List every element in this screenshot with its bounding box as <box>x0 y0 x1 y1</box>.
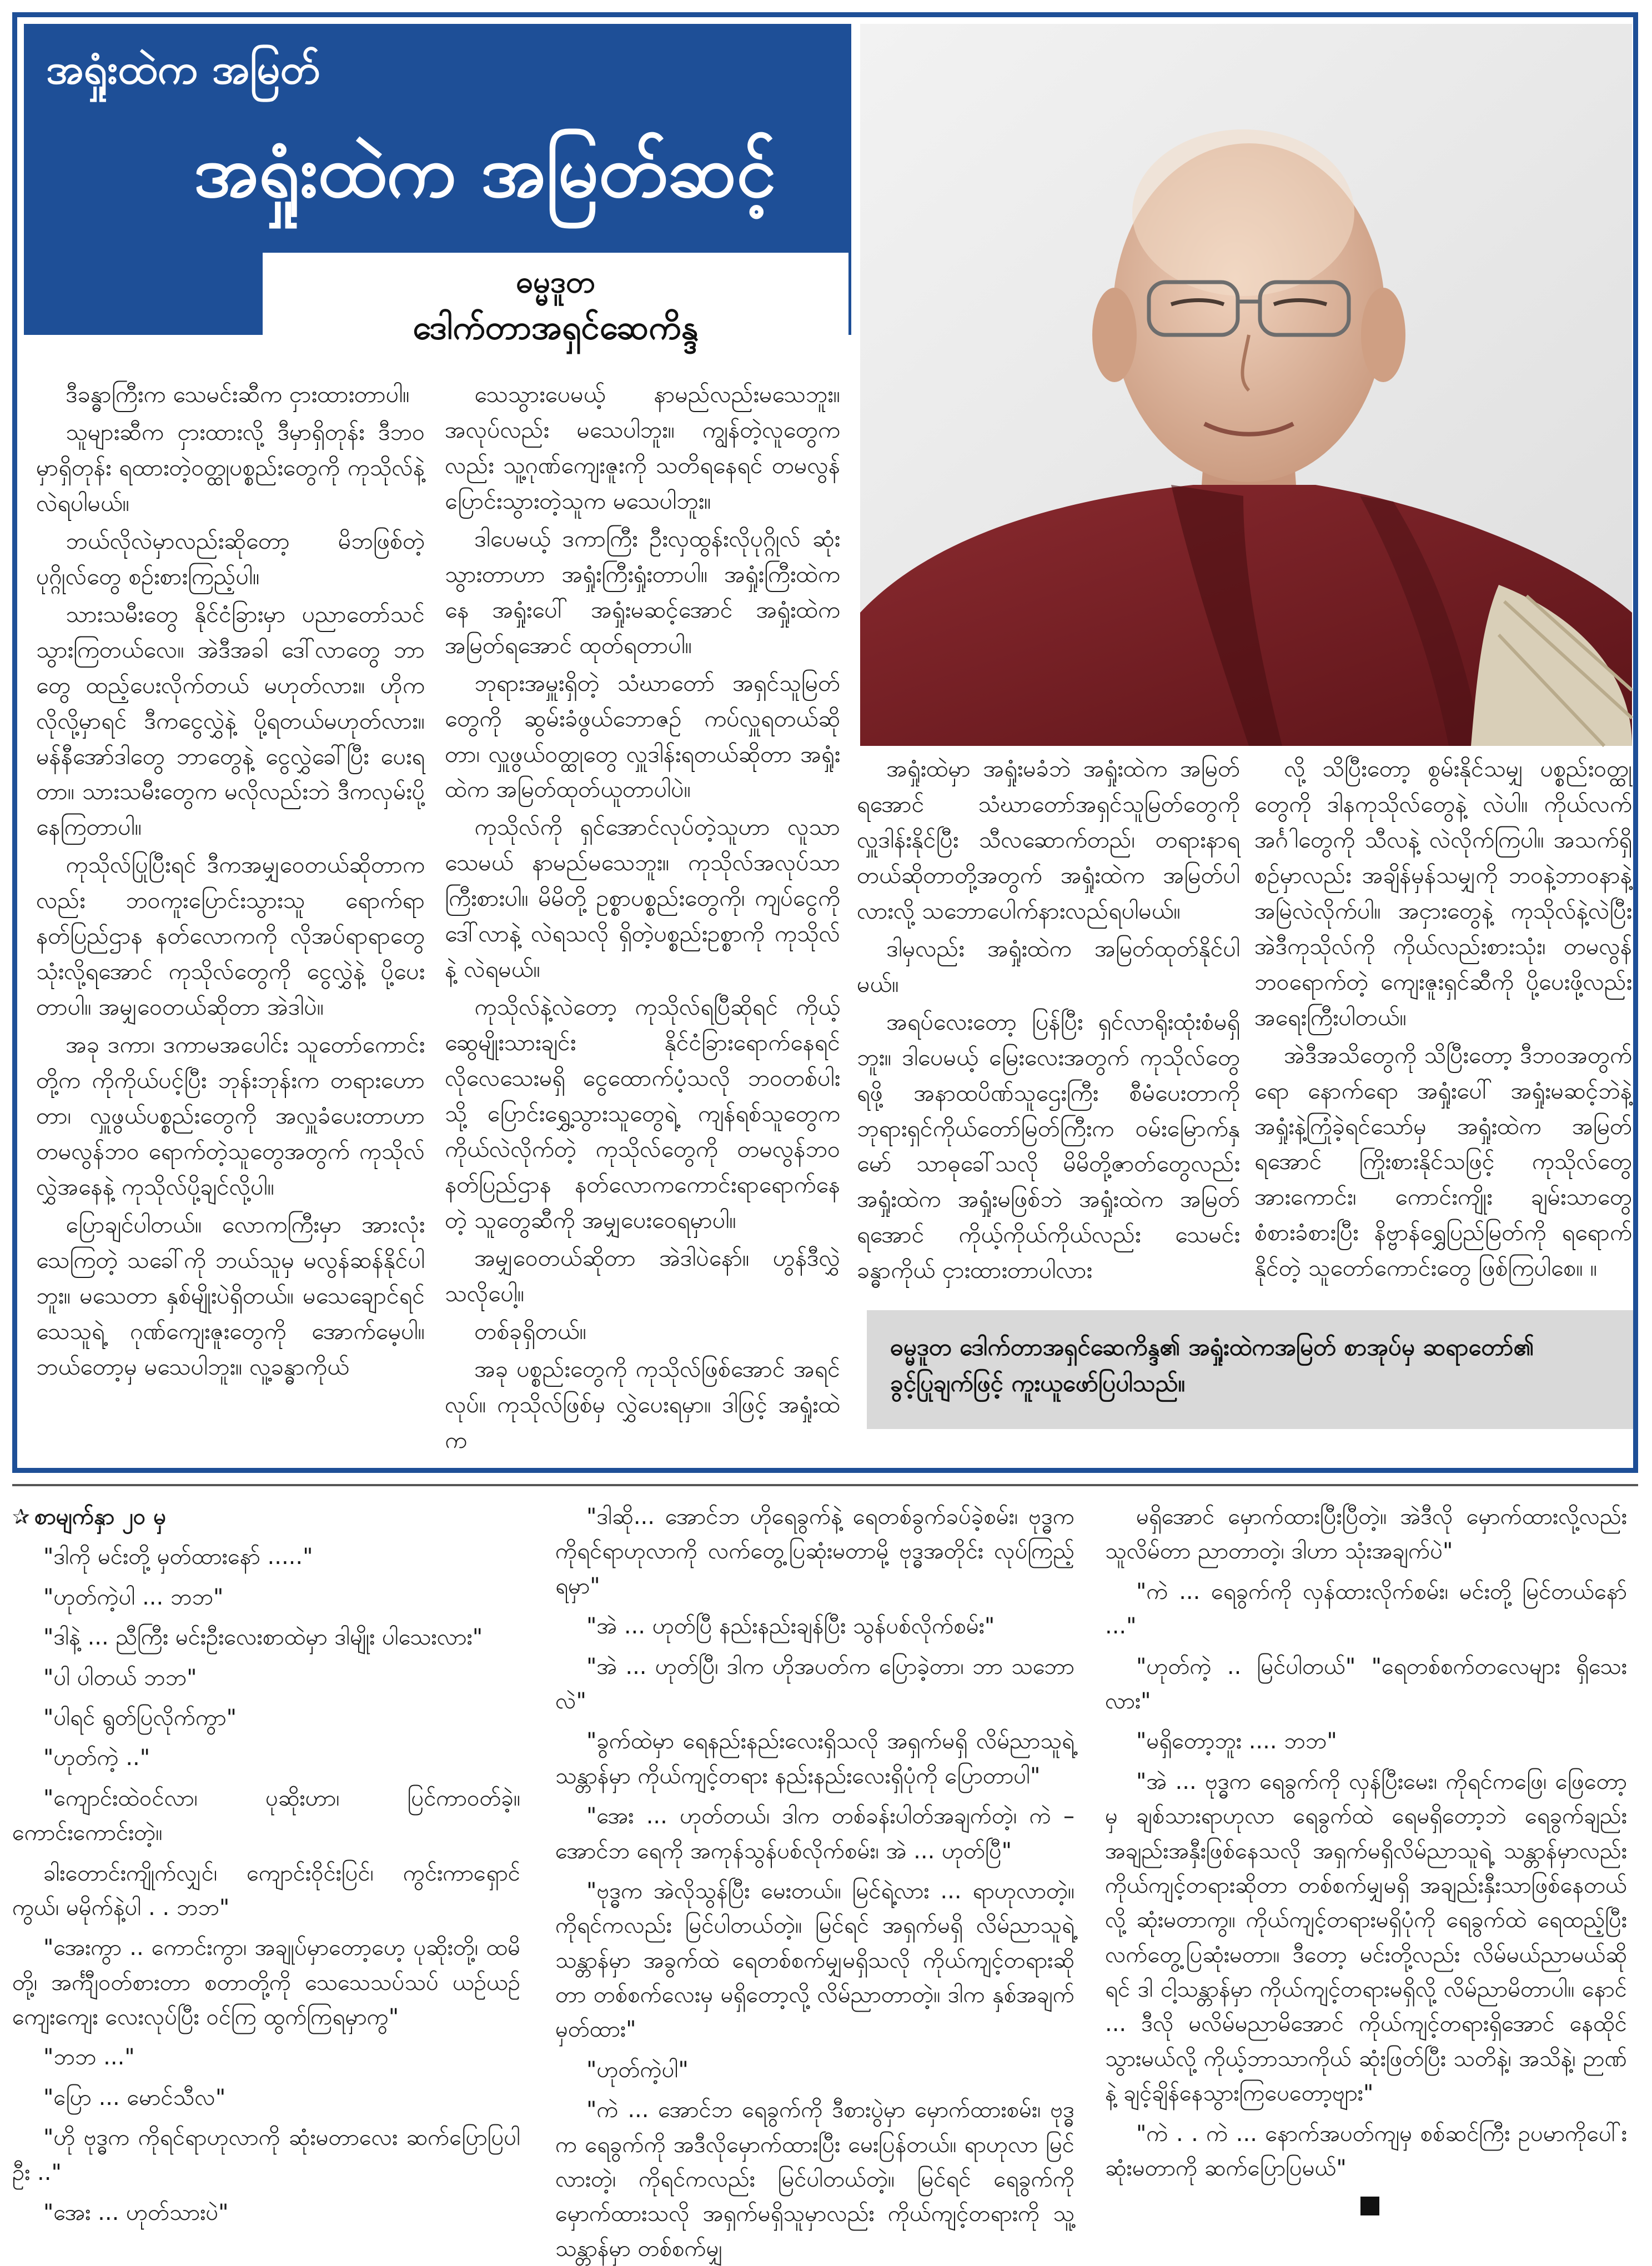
dialogue-line: "ပါ ပါတယ် ဘဘ" <box>43 1665 197 1691</box>
paragraph: အရှုံးထဲမှာ အရှုံးမခံဘဲ အရှုံးထဲက အမြတ်ရအောင် သံဃာတော်အရှင်သူမြတ်တွေကို လှူဒါန်းနိုင်ပြီး သီလဆောက်တည်၊ တရားနာရတယ်ဆိုတာတို့အတွက် အရှုံးထဲက အမြတ်ပါလားလို့ သဘောပေါက်နားလည်ရပါမယ်။ <box>857 755 1240 924</box>
monk-portrait-photo <box>860 24 1632 746</box>
star-icon: ✰ <box>12 1504 30 1529</box>
dialogue-line: "ခွက်ထဲမှာ ရေနည်းနည်းလေးရှိသလို အရှက်မရှိ လိမ်ညာသူရဲ့ သန္တာန်မှာ ကိုယ်ကျင့်တရား နည်းနည်းလေးရှိပုံကို ပြောတာပါ" <box>555 1728 1074 1789</box>
dialogue-line: "ဟုတ်ကဲ့ .." <box>43 1745 150 1771</box>
dialogue-line: "ဒါကို မင်းတို့ မှတ်ထားနော် ....." <box>43 1544 313 1570</box>
dialogue-line: မရှိအောင် မှောက်ထားပြီးပြီတဲ့။ အဲဒီလို မှောက်ထားလို့လည်း သူလိမ်တာ ညာတာတဲ့၊ ဒါဟာ သုံးအချက်ပဲ" <box>1105 1504 1627 1565</box>
dialogue-line: "ပြော ... မောင်သီလ" <box>43 2084 226 2110</box>
paragraph: ဒါမှလည်း အရှုံးထဲက အမြတ်ထုတ်နိုင်ပါမယ်။ <box>857 935 1240 997</box>
dialogue-line: "ကဲ ... ရေခွက်ကို လှန်ထားလိုက်စမ်း၊ မင်းတို့ မြင်တယ်နော် ..." <box>1105 1578 1627 1640</box>
dialogue-line: "အေး ... ဟုတ်သားပဲ" <box>43 2200 229 2226</box>
continued-from-label: စာမျက်နှာ ၂၀ မှ <box>34 1504 167 1530</box>
paragraph: ဒီခန္ဓာကြီးက သေမင်းဆီက ငှားထားတာပါ။ <box>66 381 410 408</box>
dialogue-line: "ကဲ . . ကဲ ... နောက်အပတ်ကျမှ စစ်ဆင်ကြီး ဥပမာကိုပေါ်းဆုံးမတာကို ဆက်ပြောပြမယ်" <box>1105 2120 1627 2182</box>
series-title: အရှုံးထဲက အမြတ် <box>46 46 320 93</box>
dialogue-line: "ဟုတ်ကဲ့ .. မြင်ပါတယ်" "ရေတစ်စက်တလေများ ရှိသေးလား" <box>1105 1653 1627 1714</box>
article-column-1 <box>36 377 425 1455</box>
continued-from-note <box>12 1500 520 1534</box>
author-name: ဒေါက်တာအရှင်ဆေကိန္ဒ <box>413 308 699 348</box>
paragraph: ကုသိုလ်ပြုပြီးရင် ဒီကအမျှဝေတယ်ဆိုတာကလည်း ဘဝကူးပြောင်းသွားသူ ရောက်ရာနတ်ပြည်ဌာန နတ်လောကကို လိုအပ်ရာရာတွေ သုံးလို့ရအောင် ကုသိုလ်တွေကို ငွေလွှဲနဲ့ ပို့ပေးတာပါ။ အမျှဝေတယ်ဆိုတာ အဲဒါပဲ။ <box>36 851 425 1021</box>
paragraph: လို့ သိပြီးတော့ စွမ်းနိုင်သမျှ ပစ္စည်းဝတ္ထုတွေကို ဒါနကုသိုလ်တွေနဲ့ လဲပါ။ ကိုယ်လက်အင်္ဂါတွေကို သီလနဲ့ လဲလိုက်ကြပါ။ အသက်ရှိစဉ်မှာလည်း အချိန်မှန်သမျှကို ဘဝနဲ့ဘာဝနာနဲ့ အမြဲလဲလိုက်ပါ။ အငှားတွေနဲ့ ကုသိုလ်နဲ့လဲပြီး အဲဒီကုသိုလ်ကို ကိုယ်လည်းစားသုံး၊ တမလွန်ဘဝရောက်တဲ့ ကျေးဇူးရှင်ဆီကို ပို့ပေးဖို့လည်း အရေးကြီးပါတယ်။ <box>1254 755 1632 1031</box>
paragraph: အမျှဝေတယ်ဆိုတာ အဲဒါပဲနော်။ ဟွန်ဒီလွှဲသလိုပေါ့။ <box>445 1244 840 1307</box>
paragraph: ကုသိုလ်နဲ့လဲတော့ ကုသိုလ်ရပြီဆိုရင် ကိုယ့်ဆွေမျိုးသားချင်း နိုင်ငံခြားရောက်နေရင် လိုလေသေးမရှိ ငွေထောက်ပံ့သလို ဘဝတစ်ပါးသို့ ပြောင်းရွှေ့သွားသူတွေရဲ့ ကျန်ရစ်သူတွေက ကိုယ်လဲလိုက်တဲ့ ကုသိုလ်တွေကို တမလွန်ဘဝ နတ်ပြည်ဌာန နတ်လောကကောင်းရာရောက်နေတဲ့ သူတွေဆီကို အမျှပေးဝေရမှာပါ။ <box>445 994 840 1234</box>
paragraph: ဒါပေမယ့် ဒကာကြီး ဦးလှထွန်းလိုပုဂ္ဂိုလ် ဆုံးသွားတာဟာ အရှုံးကြီးရှုံးတာပါ။ အရှုံးကြီးထဲကနေ အရှုံးပေါ် အရှုံးမဆင့်အောင် အရှုံးထဲက အမြတ်ရအောင် ထုတ်ရတာပါ။ <box>445 525 840 659</box>
dialogue-line: "ဟုတ်ကဲ့ပါ" <box>586 2057 689 2083</box>
dialogue-line: "ဒါနဲ့ ... ညီကြီး မင်းဦးလေးစာထဲမှာ ဒါမျိုး ပါသေးလား" <box>43 1625 483 1651</box>
dialogue-line: "ဒါဆို... အောင်ဘ ဟိုရေခွက်နဲ့ ရေတစ်ခွက်ခပ်ခဲ့စမ်း၊ ဗုဒ္ဓက ကိုရင်ရာဟုလာကို လက်တွေ့ပြဆုံးမတာမို့ ဗုဒ္ဓအတိုင်း လုပ်ကြည့်ရမှာ" <box>555 1504 1074 1599</box>
dialogue-line: "အေးကွာ .. ကောင်းကွာ၊ အချုပ်မှာတော့ဟေ့ ပုဆိုးတို့၊ ထမိတို့၊ အင်္ကျီဝတ်စားတာ စတာတို့ကို သေသေသပ်သပ် ယဉ်ယဉ်ကျေးကျေး လေးလုပ်ပြီး ဝင်ကြ ထွက်ကြရမှာကွ" <box>12 1935 520 2031</box>
dialogue-line: "ဟုတ်ကဲ့ပါ ... ဘဘ" <box>43 1584 224 1610</box>
paragraph: ဘုရားအမှူးရှိတဲ့ သံဃာတော် အရှင်သူမြတ်တွေကို ဆွမ်းခံဖွယ်ဘောဇဉ် ကပ်လှူရတယ်ဆိုတာ၊ လှူဖွယ်ဝတ္ထုတွေ လှူဒါန်းရတယ်ဆိုတာ အရှုံးထဲက အမြတ်ထုတ်ယူတာပါပဲ။ <box>445 669 840 803</box>
article-column-3 <box>857 751 1240 1296</box>
dialogue-line: "အဲ ... ဟုတ်ပြီ၊ ဒါက ဟိုအပတ်က ပြောခဲ့တာ၊ ဘာ သဘောလဲ" <box>555 1653 1074 1714</box>
article-frame <box>12 12 1638 1473</box>
paragraph: ဘယ်လိုလဲမှာလည်းဆိုတော့ မိဘဖြစ်တဲ့ ပုဂ္ဂိုလ်တွေ စဉ်းစားကြည့်ပါ။ <box>36 527 425 590</box>
paragraph: အရပ်လေးတော့ ပြန်ပြီး ရှင်လာရိုးထုံးစံမရှိဘူး။ ဒါပေမယ့် မြေးလေးအတွက် ကုသိုလ်တွေရဖို့ အနာထပိဏ်သူဌေးကြီး စီမံပေးတာကို ဘုရားရှင်ကိုယ်တော်မြတ်ကြီးက ဝမ်းမြောက်နှမော် သာဓုခေါ်သလို မိမိတို့ဇာတ်တွေလည်း အရှုံးထဲက အရှုံးမဖြစ်ဘဲ အရှုံးထဲက အမြတ်ရအောင် ကိုယ့်ကိုယ်ကိုယ်လည်း သေမင်းခန္ဓာကိုယ် ငှားထားတာပါလား <box>857 1008 1240 1284</box>
article-column-2 <box>445 377 840 1455</box>
paragraph: ပြောချင်ပါတယ်။ လောကကြီးမှာ အားလုံးသေကြတဲ့ သခေါ်ကို ဘယ်သူမှ မလွန်ဆန်နိုင်ပါဘူး။ မသေတာ နှစ်မျိုးပဲရှိတယ်။ မသေချောင်ရင် သေသူရဲ့ ဂုဏ်ကျေးဇူးတွေကို အောက်မေ့ပါ။ ဘယ်တော့မှ မသေပါဘူး။ လူ့ခန္ဓာကိုယ် <box>36 1211 425 1380</box>
dialogue-line: "အဲ ... ဗုဒ္ဓက ရေခွက်ကို လှန်ပြီးမေး၊ ကိုရင်ကဖြေ၊ ဖြေတော့မှ ချစ်သားရာဟုလာ ရေခွက်ထဲ ရေမရှိတော့ဘဲ ရေခွက်ချည်း အချည်းအနှီးဖြစ်နေသလို အရှက်မရှိလိမ်ညာသူရဲ့ သန္တာန်မှာလည်း ကိုယ်ကျင့်တရားဆိုတာ တစ်စက်မျှမရှိ အချည်းနှီးသာဖြစ်နေတယ်လို့ ဆုံးမတာကွ။ ကိုယ်ကျင့်တရားမရှိပုံကို ရေခွက်ထဲ ရေထည့်ပြီး လက်တွေ့ပြဆုံးမတာ။ ဒီတော့ မင်းတို့လည်း လိမ်မယ်ညာမယ်ဆိုရင် ဒါ ငါ့သန္တာန်မှာ ကိုယ်ကျင့်တရားမရှိလို့ လိမ်ညာမိတာပါ။ နောင် ... ဒီလို မလိမ်မညာမိအောင် ကိုယ်ကျင့်တရားရှိအောင် နေထိုင်သွားမယ်လို့ ကိုယ့်ဘာသာကိုယ် ဆုံးဖြတ်ပြီး သတိနဲ့၊ အသိနဲ့၊ ဉာဏ်နဲ့ ချင့်ချိန်နေသွားကြပေတော့ဗျား" <box>1105 1768 1627 2107</box>
story-column-3 <box>1105 1500 1627 2227</box>
dialogue-line: "ဗုဒ္ဓက အဲလိုသွန်ပြီး မေးတယ်။ မြင်ရဲ့လား ... ရာဟုလာတဲ့။ ကိုရင်ကလည်း မြင်ပါတယ်တဲ့။ မြင်ရင် အရှက်မရှိ လိမ်ညာသူရဲ့ သန္တာန်မှာ အခွက်ထဲ ရေတစ်စက်မျှမရှိသလို ကိုယ်ကျင့်တရားဆိုတာ တစ်စက်လေးမှ မရှိတော့လို့ လိမ်ညာတာတဲ့။ ဒါက နှစ်အချက်မှတ်ထား" <box>555 1878 1074 2043</box>
dialogue-line: ခါးတောင်းကျိုက်လျှင်၊ ကျောင်းဝိုင်းပြင်၊ ကွင်းကာရှောင်ကွယ်၊ မမိုက်နဲ့ပါ . . ဘဘ" <box>12 1860 520 1921</box>
section-divider <box>12 1484 1638 1486</box>
dialogue-line: "ပါရင် ရွတ်ပြလိုက်ကွာ" <box>43 1704 237 1731</box>
article-column-4 <box>1254 751 1632 1296</box>
paragraph: သူများဆီက ငှားထားလို့ ဒီမှာရှိတုန်း ဒီဘဝမှာရှိတုန်း ရထားတဲ့ဝတ္ထုပစ္စည်းတွေကို ကုသိုလ်နဲ့ လဲရပါမယ်။ <box>36 418 425 517</box>
byline-label: ဓမ္မဒူတ <box>516 264 595 299</box>
dialogue-line: "ဘဘ ..." <box>43 2044 135 2071</box>
end-of-article-mark <box>1360 2197 1379 2215</box>
paragraph: အဲဒီအသိတွေကို သိပြီးတော့ ဒီဘဝအတွက်ရော နောက်ရော အရှုံးပေါ် အရှုံးမဆင့်ဘဲနဲ့ အရှုံးနဲ့ကြုံခဲ့ရင်သော်မှ အရှုံးထဲက အမြတ်ရအောင် ကြိုးစားနိုင်သဖြင့် ကုသိုလ်တွေ အားကောင်း၊ ကောင်းကျိုး ချမ်းသာတွေ စံစားခံစားပြီး နိဗ္ဗာန်ရွှေပြည်မြတ်ကို ရရောက်နိုင်တဲ့ သူတော်ကောင်းတွေ ဖြစ်ကြပါစေ။ ။ <box>1254 1041 1632 1282</box>
byline <box>263 253 848 379</box>
story-column-1 <box>12 1500 520 2227</box>
dialogue-line: "ဟို ဗုဒ္ဓက ကိုရင်ရာဟုလာကို ဆုံးမတာလေး ဆက်ပြောပြပါဦး .." <box>12 2125 520 2185</box>
dialogue-line: "ကဲ ... အောင်ဘ ရေခွက်ကို ဒီစားပွဲမှာ မှောက်ထားစမ်း၊ ဗုဒ္ဓက ရေခွက်ကို အဒီလိုမှောက်ထားပြီး မေးပြန်တယ်။ ရာဟုလာ မြင်လားတဲ့၊ ကိုရင်ကလည်း မြင်ပါတယ်တဲ့။ မြင်ရင် ရေခွက်ကို မှောက်ထားသလို အရှက်မရှိသူမှာလည်း ကိုယ်ကျင့်တရားကို သူ့သန္တာန်မှာ တစ်စက်မျှ <box>555 2097 1074 2262</box>
source-credit-note: ဓမ္မဒူတ ဒေါက်တာအရှင်ဆေကိန္ဒ၏ အရှုံးထဲကအမြတ် စာအုပ်မှ ဆရာတော်၏ ခွင့်ပြုချက်ဖြင့် ကူးယူဖော်ပြပါသည်။ <box>867 1310 1633 1429</box>
article-title: အရှုံးထဲက အမြတ်ဆင့် <box>193 131 776 213</box>
paragraph: သားသမီးတွေ နိုင်ငံခြားမှာ ပညာတော်သင်သွားကြတယ်လေ။ အဲဒီအခါ ဒေါ်လာတွေ ဘာတွေ ထည့်ပေးလိုက်တယ် မဟုတ်လား။ ဟိုက လိုလို့မှာရင် ဒီကငွေလွှဲနဲ့ ပို့ရတယ်မဟုတ်လား။ မန်နီအော်ဒါတွေ ဘာတွေနဲ့ ငွေလွှဲခေါ်ပြီး ပေးရတာ။ သားသမီးတွေက မလိုလည်းဘဲ ဒီကလှမ်းပို့နေကြတာပါ။ <box>36 600 425 841</box>
paragraph: ကုသိုလ်ကို ရှင်အောင်လုပ်တဲ့သူဟာ လူသာသေမယ် နာမည်မသေဘူး။ ကုသိုလ်အလုပ်သာ ကြီးစားပါ။ မိမိတို့ ဥစ္စာပစ္စည်းတွေကို၊ ကျပ်ငွေကို ဒေါ်လာနဲ့ လဲရသလို ရှိတဲ့ပစ္စည်းဥစ္စာကို ကုသိုလ်နဲ့ လဲရမယ်။ <box>445 814 840 983</box>
dialogue-line: "အေး ... ဟုတ်တယ်၊ ဒါက တစ်ခန်းပါတ်အချက်တဲ့၊ ကဲ – အောင်ဘ ရေကို အကုန်သွန်ပစ်လိုက်စမ်း၊ အဲ ... ဟုတ်ပြီ" <box>555 1803 1074 1864</box>
paragraph: တစ်ခုရှိတယ်။ <box>474 1317 587 1345</box>
dialogue-line: "မရှိတော့ဘူး .... ဘဘ" <box>1136 1728 1337 1754</box>
paragraph: အခု ပစ္စည်းတွေကို ကုသိုလ်ဖြစ်အောင် အရင်လုပ်။ ကုသိုလ်ဖြစ်မှ လွှဲပေးရမှာ။ ဒါဖြင့် အရှုံးထဲက <box>445 1355 840 1453</box>
paragraph: သေသွားပေမယ့် နာမည်လည်းမသေဘူး။ အလုပ်လည်း မသေပါဘူး။ ကျွန်တဲ့လူတွေကလည်း သူ့ဂုဏ်ကျေးဇူးကို သတိရနေရင် တမလွန်ပြောင်းသွားတဲ့သူက မသေပါဘူး။ <box>445 381 840 514</box>
dialogue-line: "ကျောင်းထဲဝင်လာ၊ ပုဆိုးဟာ၊ ပြင်ကာဝတ်ခဲ့။ ကောင်းကောင်းတဲ့။ <box>12 1785 520 1846</box>
dialogue-line: "အဲ ... ဟုတ်ပြီ နည်းနည်းချန်ပြီး သွန်ပစ်လိုက်စမ်း" <box>586 1613 995 1640</box>
story-column-2 <box>555 1500 1074 2262</box>
paragraph: အခု ဒကာ၊ ဒကာမအပေါင်း သူတော်ကောင်းတို့က ကိုကိုယ်ပင့်ပြီး ဘုန်းဘုန်းက တရားဟောတာ၊ လှူဖွယ်ပစ္စည်းတွေကို အလှူခံပေးတာဟာ တမလွန်ဘဝ ရောက်တဲ့သူတွေအတွက် ကုသိုလ်လွှဲအနေနဲ့ ကုသိုလ်ပို့ချင်လို့ပါ။ <box>36 1031 425 1200</box>
article-header <box>24 24 851 348</box>
